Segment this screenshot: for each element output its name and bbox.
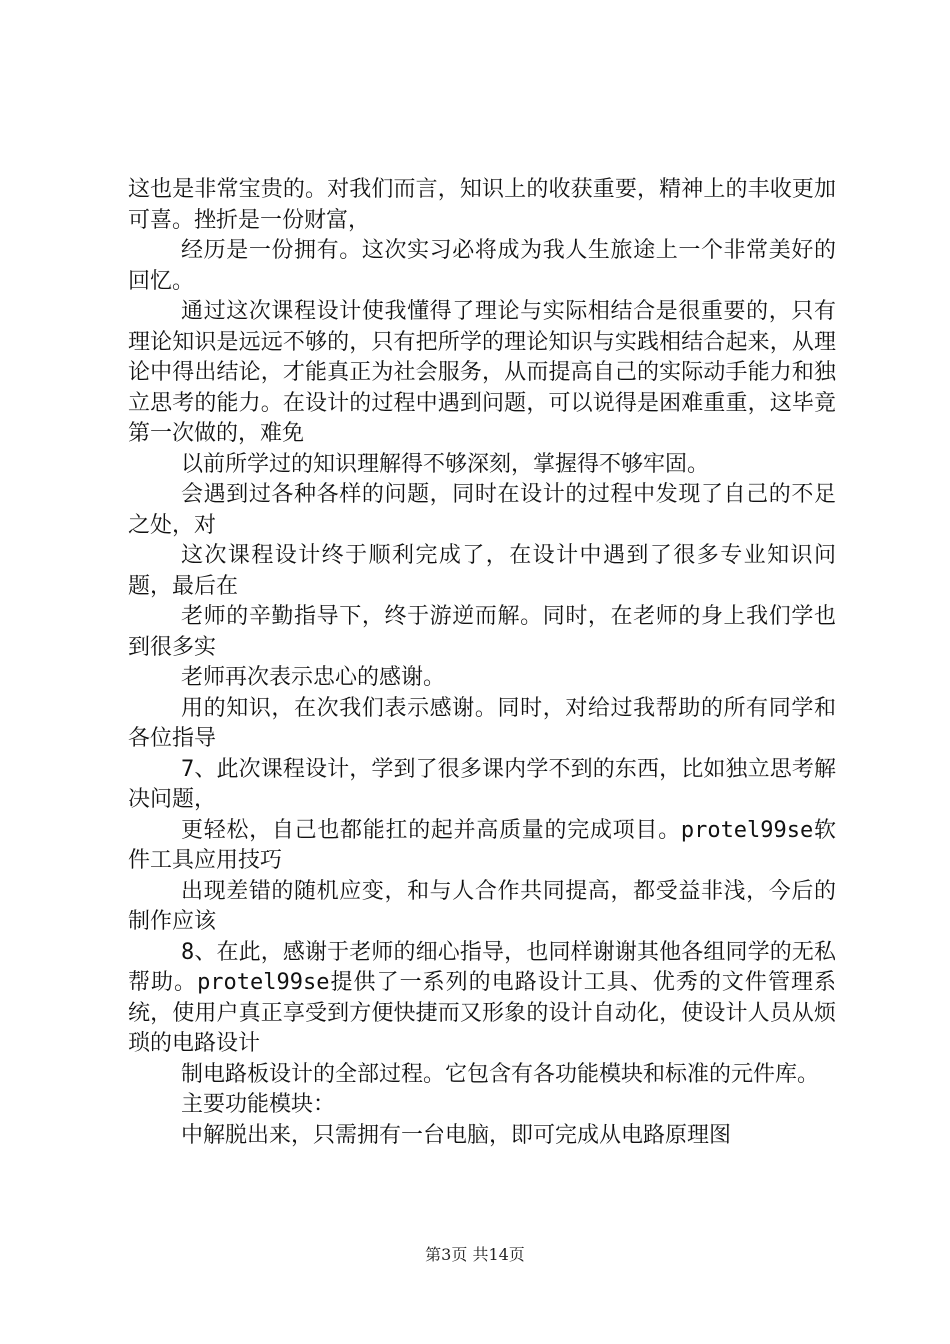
paragraph-4: 以前所学过的知识理解得不够深刻，掌握得不够牢固。 bbox=[181, 451, 710, 477]
paragraph-1: 这也是非常宝贵的。对我们而言，知识上的收获重要，精神上的丰收更加可喜。挫折是一份财富， bbox=[128, 177, 836, 233]
document-body bbox=[128, 175, 836, 1151]
paragraph-9: 用的知识，在次我们表示感谢。同时，对给过我帮助的所有同学和各位指导 bbox=[128, 695, 836, 751]
paragraph-13: 8、在此，感谢于老师的细心指导，也同样谢谢其他各组同学的无私帮助。protel99se提供了一系列的电路设计工具、优秀的文件管理系统，使用户真正享受到方便快捷而又形象的设计自动化，使设计人员从烦琐的电路设计 bbox=[128, 939, 836, 1056]
page-footer: 第3页 共14页 bbox=[425, 1245, 525, 1264]
paragraph-7: 老师的辛勤指导下，终于游逆而解。同时，在老师的身上我们学也到很多实 bbox=[128, 604, 836, 660]
paragraph-5: 会遇到过各种各样的问题，同时在设计的过程中发现了自己的不足之处，对 bbox=[128, 482, 836, 538]
paragraph-12: 出现差错的随机应变，和与人合作共同提高，都受益非浅，今后的制作应该 bbox=[128, 878, 836, 934]
paragraph-10: 7、此次课程设计，学到了很多课内学不到的东西，比如独立思考解决问题， bbox=[128, 756, 836, 812]
paragraph-11: 更轻松，自己也都能扛的起并高质量的完成项目。protel99se软件工具应用技巧 bbox=[128, 817, 836, 873]
paragraph-6: 这次课程设计终于顺利完成了，在设计中遇到了很多专业知识问题，最后在 bbox=[128, 543, 836, 599]
paragraph-3: 通过这次课程设计使我懂得了理论与实际相结合是很重要的，只有理论知识是远远不够的，只有把所学的理论知识与实践相结合起来，从理论中得出结论，才能真正为社会服务，从而提高自己的实际动手能力和独立思考的能力。在设计的过程中遇到问题，可以说得是困难重重，这毕竟第一次做的，难免 bbox=[128, 299, 836, 446]
paragraph-8: 老师再次表示忠心的感谢。 bbox=[181, 665, 446, 690]
paragraph-15: 主要功能模块： bbox=[181, 1092, 336, 1117]
paragraph-14: 制电路板设计的全部过程。它包含有各功能模块和标准的元件库。 bbox=[181, 1061, 820, 1087]
paragraph-2: 经历是一份拥有。这次实习必将成为我人生旅途上一个非常美好的回忆。 bbox=[128, 238, 836, 294]
paragraph-16: 中解脱出来，只需拥有一台电脑，即可完成从电路原理图 bbox=[181, 1122, 732, 1148]
